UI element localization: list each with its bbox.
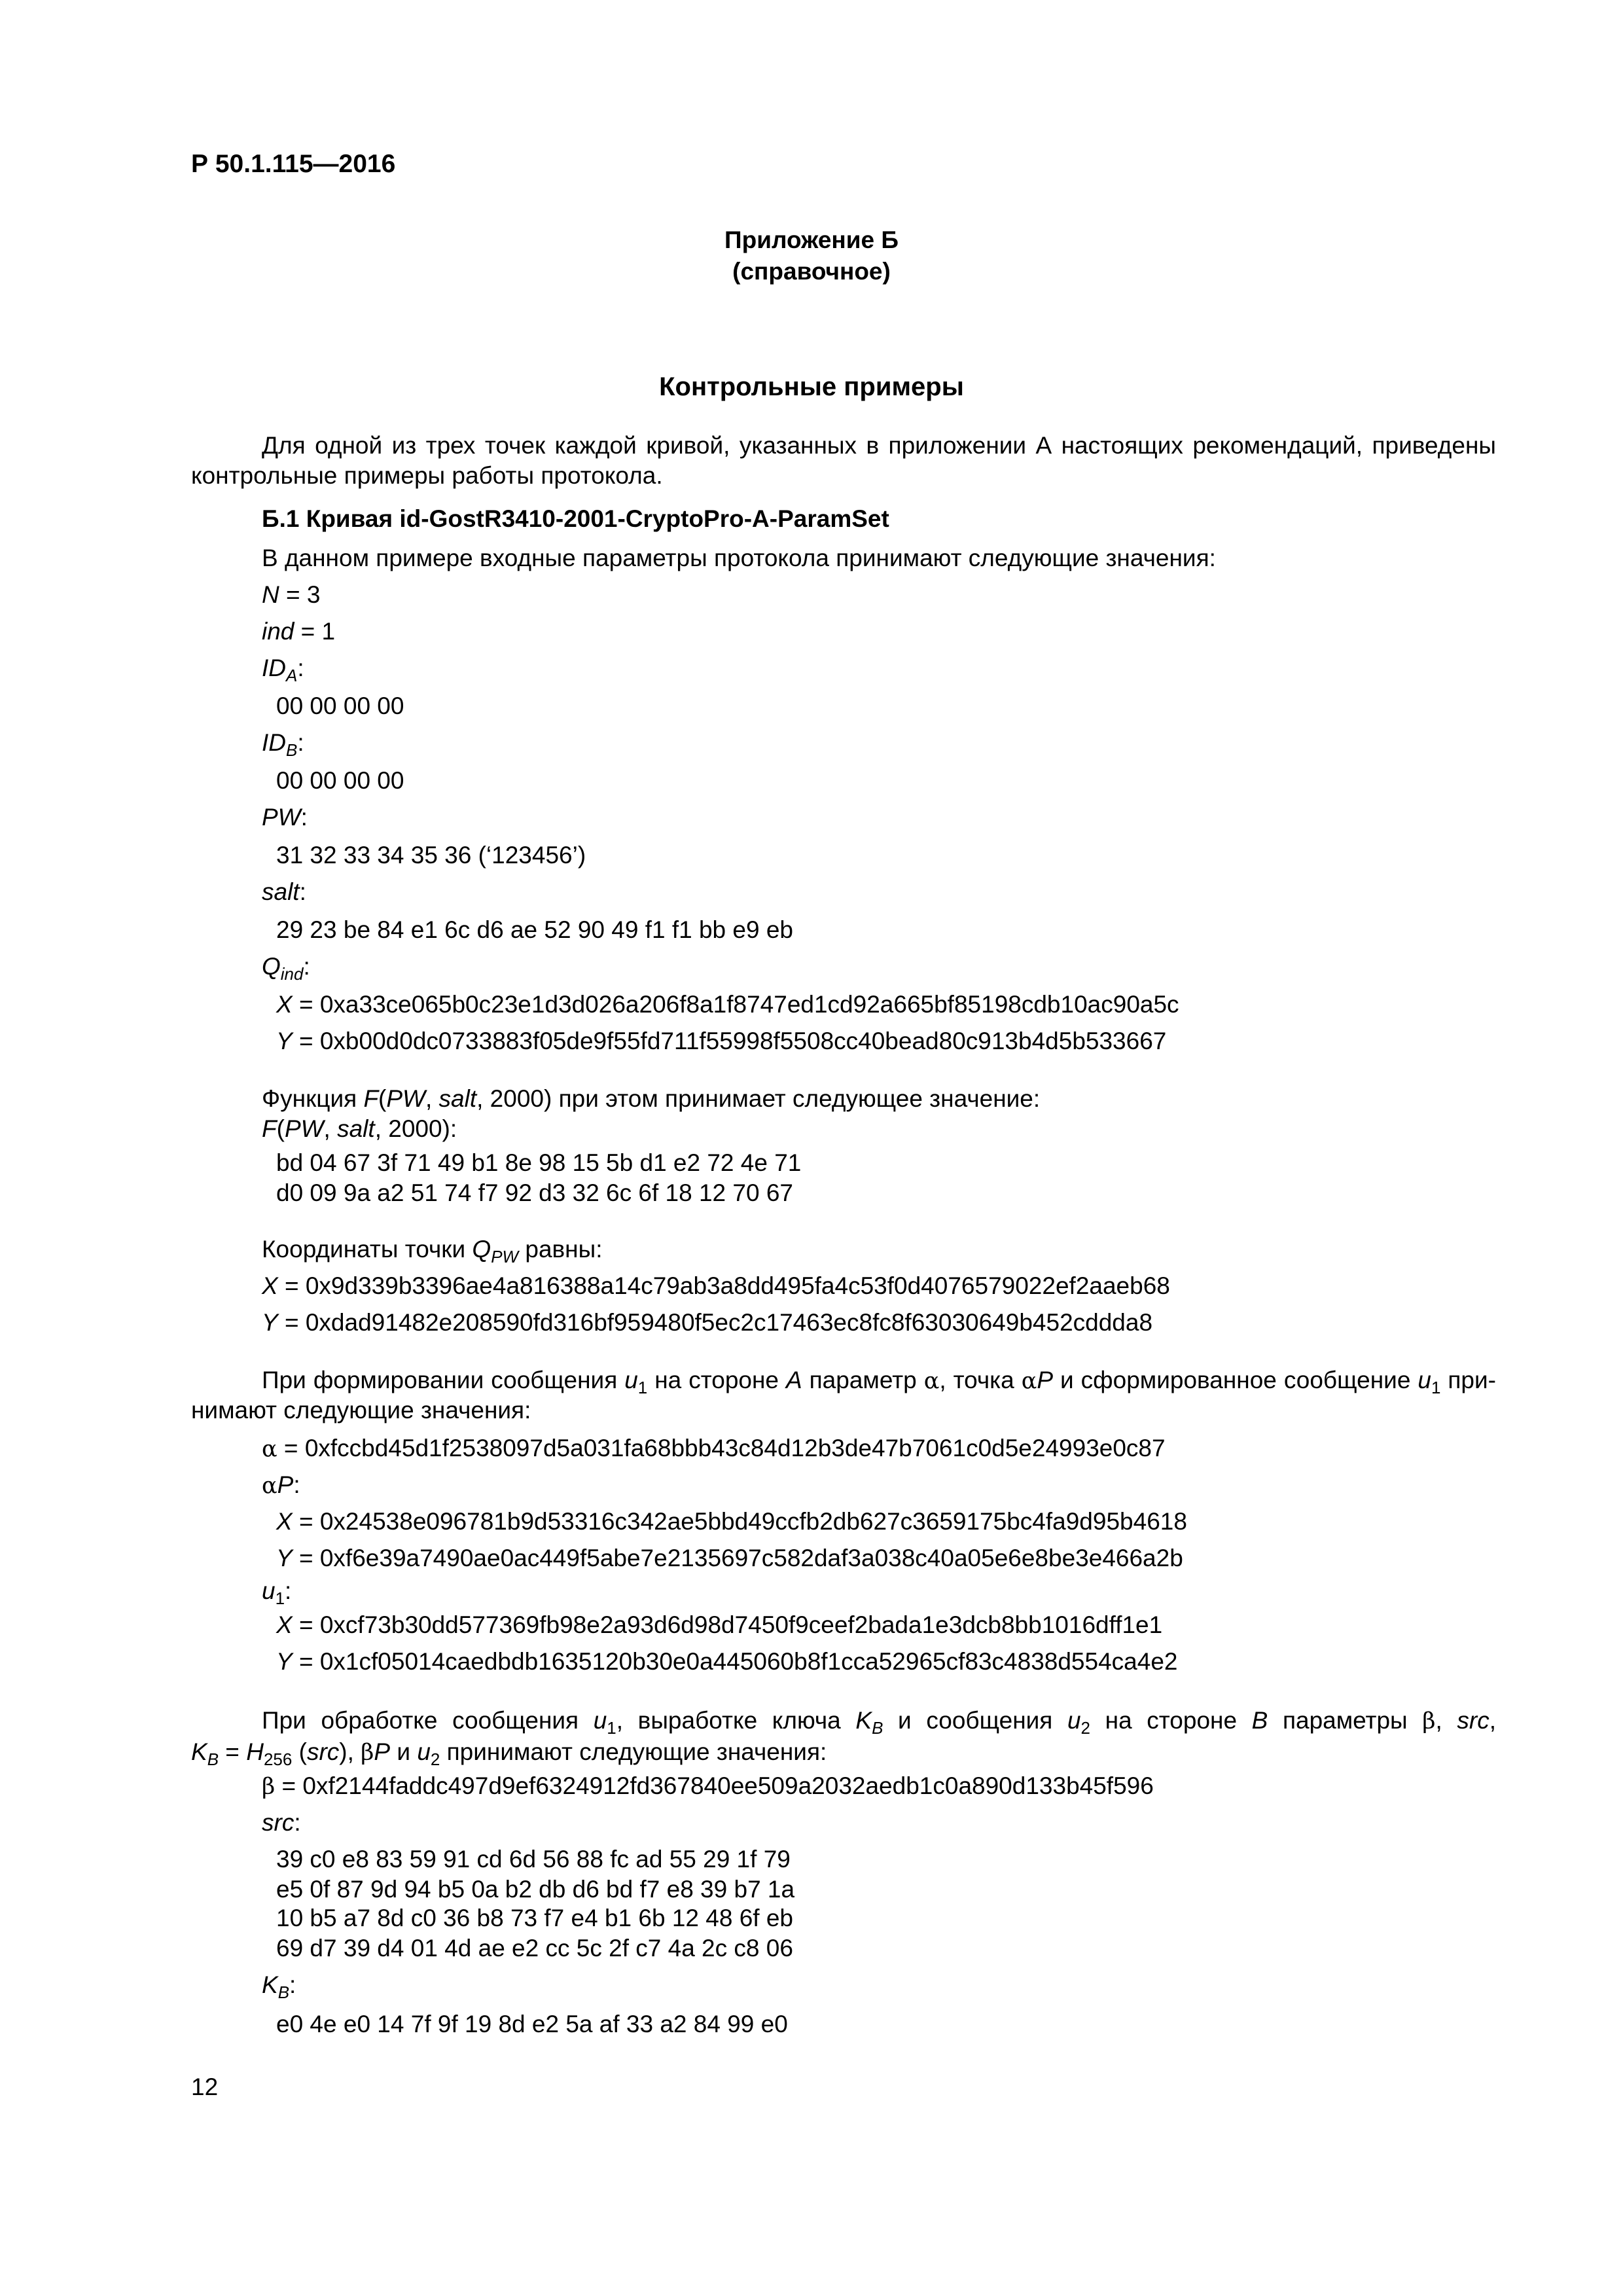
function-f-label: F(PW, salt, 2000):: [262, 1115, 457, 1142]
qpw-intro: Координаты точки $Q_{PW}$ равны:: [262, 1236, 603, 1266]
param-ind-symbol: ind: [262, 618, 294, 645]
standard-id: Р 50.1.115—2016: [191, 150, 396, 178]
function-f-value-1: bd 04 67 3f 71 49 b1 8e 98 15 5b d1 e2 72 4e 71: [276, 1149, 802, 1176]
src-value-3: 10 b5 a7 8d c0 36 b8 73 f7 e4 b1 6b 12 48 6f eb: [276, 1905, 794, 1931]
u2-intro-line-2: $K_B = H_{256}$ (src), βP и $u_2$ принимают следующие значения:: [191, 1738, 827, 1769]
param-n: [262, 580, 320, 610]
alpha-value: α = 0xfccbd45d1f2538097d5a031fa68bbb43c84d12b3de47b7061c0d5e24993e0c87: [262, 1435, 1166, 1462]
section-title: Контрольные примеры: [659, 372, 964, 401]
annex-subtitle: (справочное): [732, 258, 891, 285]
param-ind-value: = 1: [294, 618, 336, 645]
annex-title: Приложение Б: [724, 226, 899, 253]
param-salt-value: 29 23 be 84 e1 6c d6 ae 52 90 49 f1 f1 bb e9 eb: [276, 916, 794, 943]
u1-label: $u_1$:: [262, 1577, 292, 1608]
param-pw-label: PW:: [262, 804, 308, 831]
intro-line-2: контрольные примеры работы протокола.: [191, 462, 663, 489]
alpha-p-y: Y = 0xf6e39a7490ae0ac449f5abe7e2135697c582daf3a038c40a05e6e8be3e466a2b: [276, 1545, 1183, 1571]
alpha-p-label: αP:: [262, 1471, 300, 1499]
kb-label: $K_B$:: [262, 1971, 296, 2002]
subsection-title: Б.1 Кривая id-GostR3410-2001-CryptoPro-A-ParamSet: [262, 505, 889, 532]
param-qind-label: $Q_{ind}$:: [262, 953, 310, 984]
src-label: src:: [262, 1809, 301, 1836]
src-value-2: e5 0f 87 9d 94 b5 0a b2 db d6 bd f7 e8 39 b7 1a: [276, 1876, 795, 1903]
param-idb-value: 00 00 00 00: [276, 767, 404, 794]
param-salt-label: salt:: [262, 878, 306, 905]
param-ida-label: $ID_A$:: [262, 655, 304, 685]
u1-y: Y = 0x1cf05014caedbdb1635120b30e0a445060b8f1cca52965cf83c4838d554ca4e2: [276, 1648, 1178, 1675]
u2-intro-line-1: При обработке сообщения $u_1$, выработке ключа $K_B$ и сообщения $u_2$ на стороне B параметры β, src,: [262, 1707, 1497, 1738]
src-value-4: 69 d7 39 d4 01 4d ae e2 cc 5c 2f c7 4a 2c c8 06: [276, 1935, 793, 1962]
param-n-symbol: N: [262, 581, 279, 608]
function-f-value-2: d0 09 9a a2 51 74 f7 92 d3 32 6c 6f 18 12 70 67: [276, 1179, 794, 1206]
param-n-value: = 3: [279, 581, 321, 608]
param-idb-label: $ID_B$:: [262, 729, 304, 760]
u1-intro-line-1: При формировании сообщения $u_1$ на стороне A параметр α, точка αP и сформированное сообщение $u_1$ при-: [262, 1367, 1496, 1397]
src-value-1: 39 c0 e8 83 59 91 cd 6d 56 88 fc ad 55 29 1f 79: [276, 1846, 791, 1873]
page-number: 12: [191, 2073, 219, 2100]
alpha-p-x: X = 0x24538e096781b9d53316c342ae5bbd49ccfb2db627c3659175bc4fa9d95b4618: [276, 1508, 1187, 1535]
param-ida-value: 00 00 00 00: [276, 692, 404, 719]
function-f-intro: Функция F(PW, salt, 2000) при этом принимает следующее значение:: [262, 1085, 1041, 1112]
param-qind-y: Y = 0xb00d0dc0733883f05de9f55fd711f55998f5508cc40bead80c913b4d5b533667: [276, 1028, 1167, 1054]
qpw-y: Y = 0xdad91482e208590fd316bf959480f5ec2c17463ec8fc8f63030649b452cddda8: [262, 1309, 1153, 1336]
u1-intro-line-2: нимают следующие значения:: [191, 1397, 531, 1424]
param-qind-x: X = 0xa33ce065b0c23e1d3d026a206f8a1f8747ed1cd92a665bf85198cdb10ac90a5c: [276, 991, 1179, 1018]
param-ind: [262, 617, 335, 647]
qpw-x: X = 0x9d339b3396ae4a816388a14c79ab3a8dd495fa4c53f0d4076579022ef2aaeb68: [262, 1272, 1170, 1299]
intro-line-1: Для одной из трех точек каждой кривой, указанных в приложении А настоящих рекомендаций, приведены: [262, 432, 1496, 459]
u1-x: X = 0xcf73b30dd577369fb98e2a93d6d98d7450f9ceef2bada1e3dcb8bb1016dff1e1: [276, 1611, 1163, 1638]
beta-value: β = 0xf2144faddc497d9ef6324912fd367840ee509a2032aedb1c0a890d133b45f596: [262, 1772, 1154, 1800]
kb-value: e0 4e e0 14 7f 9f 19 8d e2 5a af 33 a2 84 99 e0: [276, 2011, 788, 2037]
param-pw-value: 31 32 33 34 35 36 (‘123456’): [276, 842, 586, 869]
inputs-intro: В данном примере входные параметры протокола принимают следующие значения:: [262, 545, 1216, 571]
